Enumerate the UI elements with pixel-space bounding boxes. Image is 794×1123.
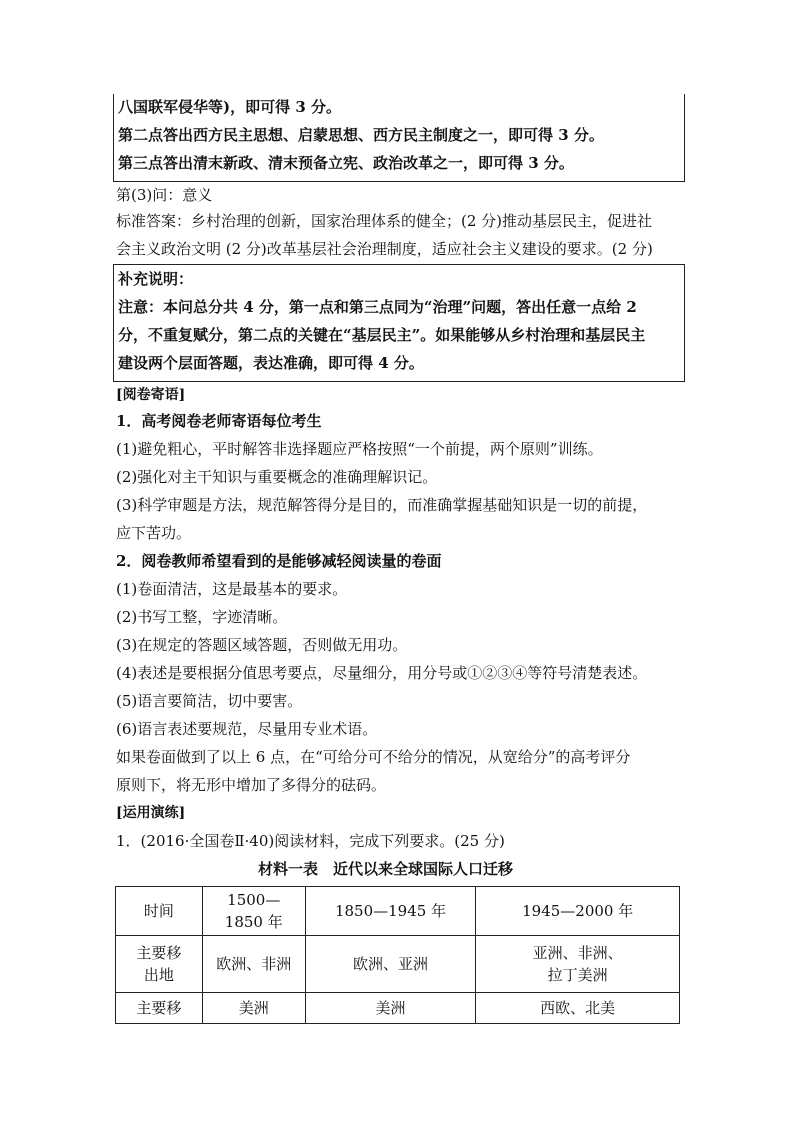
message-s1-item3-line2: 应下苦功。 bbox=[116, 524, 192, 542]
message-closing-line1: 如果卷面做到了以上 6 点，在“可给分可不给分的情况，从宽给分”的高考评分 bbox=[116, 748, 631, 766]
header-period2: 1850—1945 年 bbox=[334, 902, 447, 920]
table-cell bbox=[476, 993, 680, 1024]
origin-period2: 欧洲、亚洲 bbox=[353, 955, 429, 973]
supplement-line2: 分，不重复赋分，第二点的关键在“基层民主”。如果能够从乡村治理和基层民主 bbox=[118, 326, 646, 344]
q3-answer-line2: 会主义政治文明 (2 分)改革基层社会治理制度，适应社会主义建设的要求。(2 分) bbox=[116, 240, 653, 258]
table-cell bbox=[305, 936, 476, 993]
table-cell bbox=[116, 993, 203, 1024]
message-heading: [阅卷寄语] bbox=[116, 387, 186, 403]
destination-period1: 美洲 bbox=[238, 999, 269, 1017]
table-cell bbox=[305, 887, 476, 936]
table-row bbox=[116, 887, 680, 936]
origin-period1: 欧洲、非洲 bbox=[216, 955, 292, 973]
q3-heading: 第(3)问：意义 bbox=[116, 186, 213, 204]
header-period1: 1500— 1850 年 bbox=[224, 891, 283, 931]
table-cell bbox=[202, 936, 305, 993]
supplement-line3: 建设两个层面答题，表达准确，即可得 4 分。 bbox=[118, 354, 424, 372]
message-s2-item3: (3)在规定的答题区域答题，否则做无用功。 bbox=[116, 636, 408, 654]
destination-period2: 美洲 bbox=[375, 999, 406, 1017]
row-label-origin: 主要移 出地 bbox=[136, 944, 182, 984]
q3-answer-line1: 标准答案：乡村治理的创新，国家治理体系的健全；(2 分)推动基层民主，促进社 bbox=[116, 212, 653, 230]
supplement-title: 补充说明： bbox=[118, 270, 194, 288]
message-closing-line2: 原则下，将无形中增加了多得分的砝码。 bbox=[116, 776, 387, 794]
table-cell bbox=[202, 993, 305, 1024]
message-s1-item2: (2)强化对主干知识与重要概念的准确理解识记。 bbox=[116, 468, 438, 486]
origin-period3: 亚洲、非洲、 拉丁美洲 bbox=[532, 944, 623, 984]
message-s2-item1: (1)卷面清洁，这是最基本的要求。 bbox=[116, 580, 348, 598]
destination-period3: 西欧、北美 bbox=[540, 999, 616, 1017]
message-s1-item3-line1: (3)科学审题是方法，规范解答得分是目的，而准确掌握基础知识是一切的前提， bbox=[116, 496, 648, 514]
message-section1-title: 1．高考阅卷老师寄语每位考生 bbox=[116, 412, 322, 430]
table-title: 材料一表 近代以来全球国际人口迁移 bbox=[258, 860, 514, 878]
table-cell bbox=[202, 887, 305, 936]
box1-line2: 第二点答出西方民主思想、启蒙思想、西方民主制度之一，即可得 3 分。 bbox=[118, 126, 604, 144]
table-cell bbox=[476, 887, 680, 936]
message-s1-item1: (1)避免粗心，平时解答非选择题应严格按照“一个前提，两个原则”训练。 bbox=[116, 440, 603, 458]
message-s2-item2: (2)书写工整，字迹清晰。 bbox=[116, 608, 288, 626]
row-label-destination: 主要移 bbox=[136, 999, 182, 1017]
header-time: 时间 bbox=[143, 902, 174, 920]
table-row bbox=[116, 993, 680, 1024]
practice-question-1: 1．(2016·全国卷Ⅱ·40)阅读材料，完成下列要求。(25 分) bbox=[116, 832, 505, 850]
table-cell bbox=[305, 993, 476, 1024]
message-section2-title: 2．阅卷教师希望看到的是能够减轻阅读量的卷面 bbox=[116, 552, 442, 570]
message-s2-item4: (4)表述是要根据分值思考要点，尽量细分，用分号或①②③④等符号清楚表述。 bbox=[116, 664, 648, 682]
header-period3: 1945—2000 年 bbox=[522, 902, 634, 920]
message-s2-item6: (6)语言表述要规范，尽量用专业术语。 bbox=[116, 720, 378, 738]
box1-line1: 八国联军侵华等)，即可得 3 分。 bbox=[118, 98, 341, 116]
supplement-line1: 注意：本问总分共 4 分，第一点和第三点同为“治理”问题，答出任意一点给 2 bbox=[118, 298, 637, 316]
practice-heading: [运用演练] bbox=[116, 805, 186, 821]
box1-line3: 第三点答出清末新政、清末预备立宪、政治改革之一，即可得 3 分。 bbox=[118, 154, 574, 172]
table-cell bbox=[116, 887, 203, 936]
table-row bbox=[116, 936, 680, 993]
migration-table bbox=[115, 886, 680, 1024]
table-cell bbox=[116, 936, 203, 993]
message-s2-item5: (5)语言要简洁，切中要害。 bbox=[116, 692, 303, 710]
table-cell bbox=[476, 936, 680, 993]
